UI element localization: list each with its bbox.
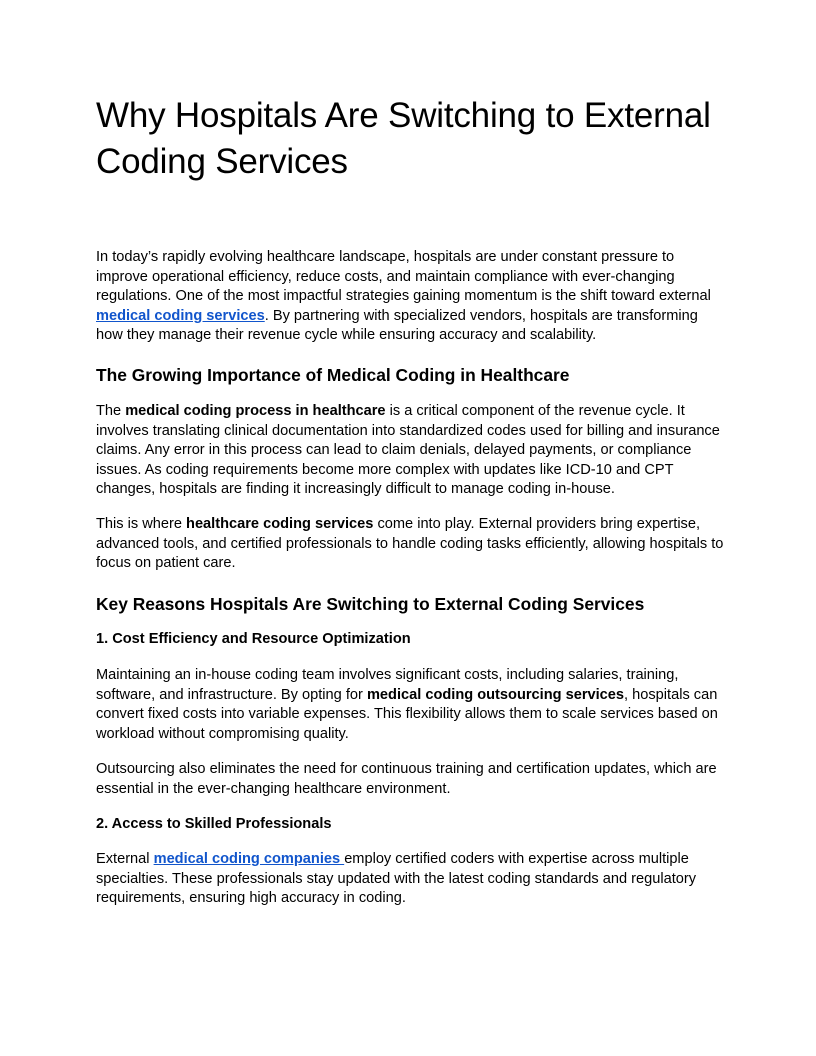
cost-paragraph-1-wrap: [96, 666, 726, 744]
cost-p1-text-before: Maintaining an in-house coding team involves significant costs, including salaries, training, software, and infrastructure. By opting for: [96, 667, 679, 703]
intro-text-after-link: . By partnering with specialized vendors, hospitals are transforming how they manage their revenue cycle while ensuring accuracy and scalability.: [96, 307, 698, 343]
cost-paragraph-2-wrap: [96, 760, 726, 799]
subheading-cost-efficiency: 1. Cost Efficiency and Resource Optimization: [96, 631, 411, 647]
importance-p1-bold: medical coding process in healthcare: [125, 403, 386, 419]
importance-p2-bold: healthcare coding services: [186, 516, 374, 532]
cost-p1-bold: medical coding outsourcing services: [366, 686, 625, 703]
page-title: Why Hospitals Are Switching to External Coding Services: [96, 96, 711, 181]
importance-paragraph-2-wrap: [96, 515, 726, 574]
medical-coding-companies-link[interactable]: medical coding companies: [153, 851, 345, 867]
section-heading-importance: The Growing Importance of Medical Coding in Healthcare: [96, 365, 570, 385]
importance-paragraph-1: [96, 402, 726, 500]
cost-paragraph-2: Outsourcing also eliminates the need for continuous training and certification updates, which are essential in the ever-changing healthcare environment.: [96, 761, 717, 797]
section-importance-heading-wrap: [96, 364, 726, 386]
section-heading-key-reasons: Key Reasons Hospitals Are Switching to External Coding Services: [96, 594, 645, 614]
cost-paragraph-1: [96, 666, 726, 744]
medical-coding-services-link[interactable]: medical coding services: [96, 307, 265, 324]
subheading-cost-efficiency-wrap: [96, 630, 726, 649]
cost-p1-text-after: , hospitals can convert fixed costs into variable expenses. This flexibility allows them to scale services based on workload without compromising quality.: [96, 686, 718, 742]
importance-p1-text-after: is a critical component of the revenue cycle. It involves translating clinical documentation into standardized codes used for billing and insurance claims. Any error in this process can lead to claim denials, delayed payments, or compliance issues. As coding requirements become more complex with updates like ICD-10 and CPT changes, hospitals are finding it increasingly difficult to manage coding in-house.: [96, 403, 720, 497]
skilled-paragraph-1-wrap: [96, 850, 726, 909]
skilled-paragraph-1: [96, 850, 726, 909]
importance-paragraph-1-wrap: [96, 402, 726, 500]
importance-p1-text-before: The: [96, 403, 126, 419]
intro-paragraph: [96, 248, 726, 346]
importance-p2-text-after: come into play. External providers bring expertise, advanced tools, and certified professionals to handle coding tasks efficiently, allowing hospitals to focus on patient care.: [96, 516, 724, 571]
importance-p2-text-before: This is where: [96, 516, 187, 532]
importance-paragraph-2: [96, 515, 726, 574]
intro-text-before-link: In today’s rapidly evolving healthcare landscape, hospitals are under constant pressure to improve operational efficiency, reduce costs, and maintain compliance with ever-changing regulations. One of the most impactful strategies gaining momentum is the shift toward external: [96, 249, 711, 304]
skilled-p1-text-after: employ certified coders with expertise across multiple specialties. These professionals stay updated with the latest coding standards and regulatory requirements, ensuring high accuracy in coding.: [96, 851, 697, 906]
subheading-skilled-professionals: 2. Access to Skilled Professionals: [96, 816, 332, 832]
subheading-skilled-professionals-wrap: [96, 815, 726, 834]
section-key-reasons-heading-wrap: [96, 593, 726, 615]
skilled-p1-text-before: External: [96, 851, 154, 867]
intro-section: [96, 248, 726, 346]
